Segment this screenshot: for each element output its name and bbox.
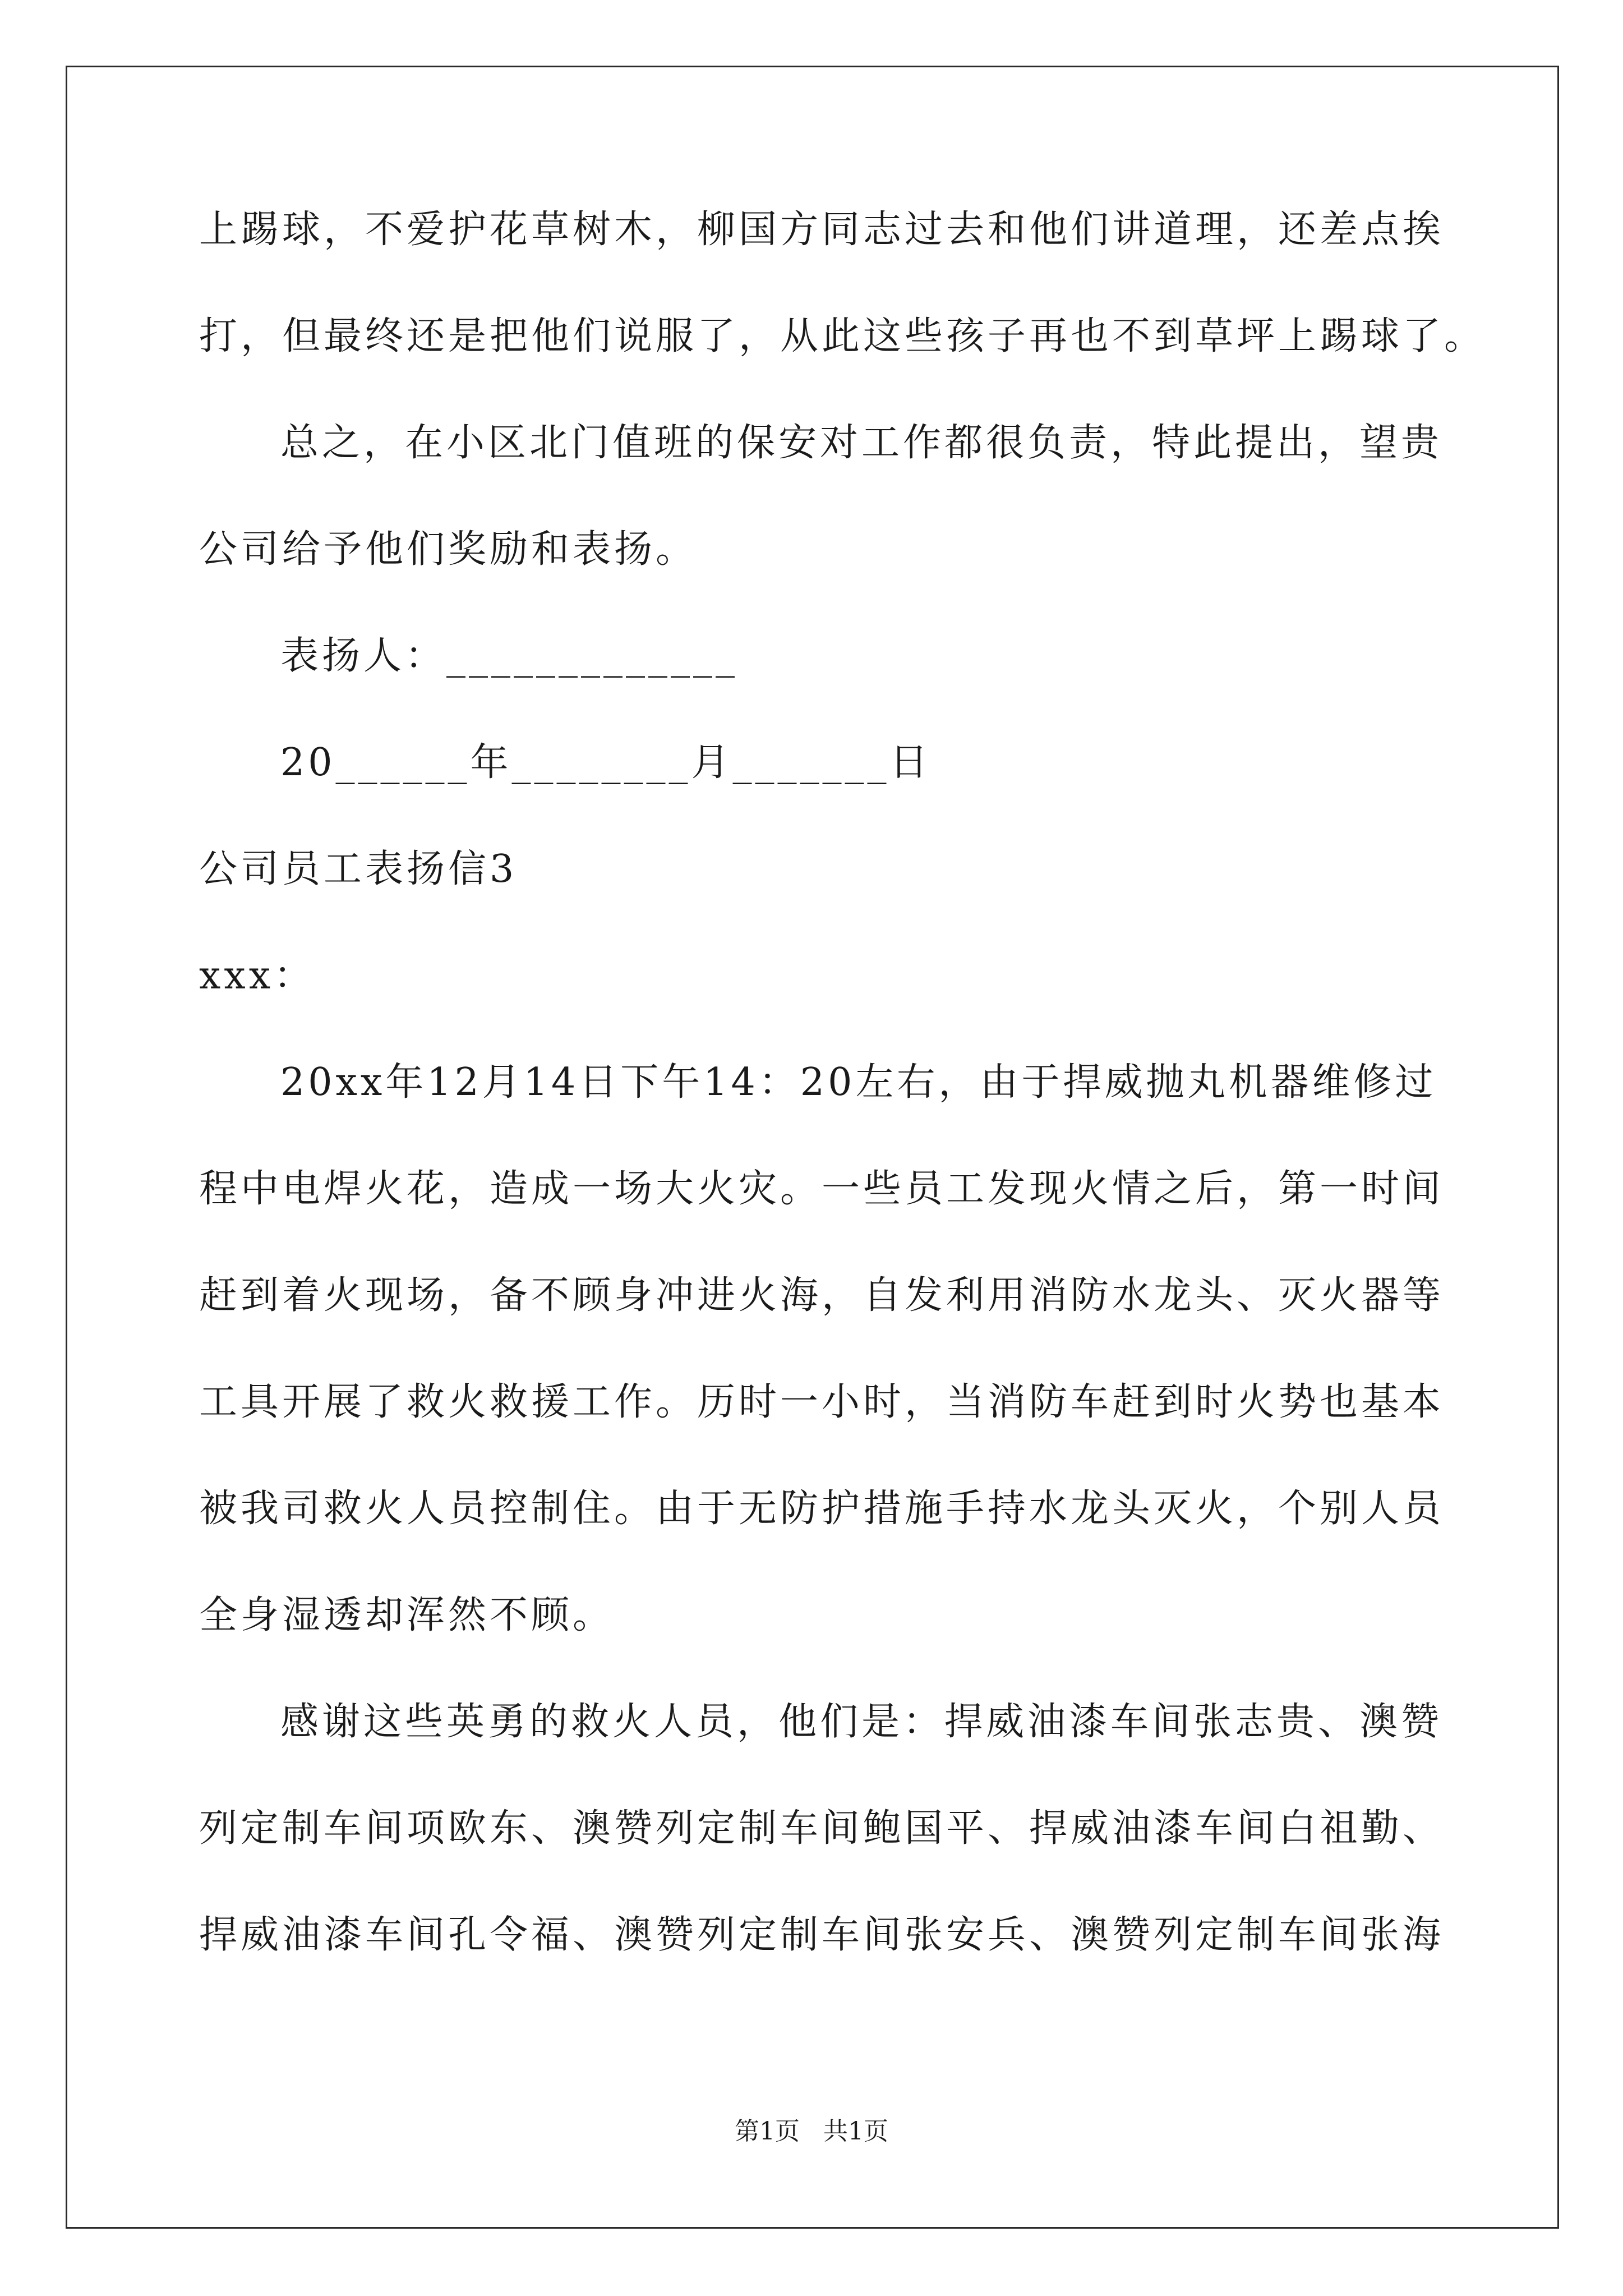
body-line-3: 总之，在小区北门值班的保安对工作都很负责，特此提出，望贵 [280, 421, 1443, 465]
body-line-14: 全身湿透却浑然不顾。 [199, 1593, 615, 1637]
signature-line: 表扬人：_____________ [280, 634, 739, 678]
page-footer: 第1页 共1页 [735, 2117, 888, 2146]
body-line-11: 赶到着火现场，备不顾身冲进火海，自发利用消防水龙头、灭火器等 [199, 1273, 1445, 1318]
document-body [199, 202, 1486, 2014]
body-line-17: 捍威油漆车间孔令福、澳赞列定制车间张安兵、澳赞列定制车间张海 [199, 1913, 1445, 1957]
body-line-12: 工具开展了救火救援工作。历时一小时，当消防车赶到时火势也基本 [199, 1380, 1445, 1424]
section-title: 公司员工表扬信3 [199, 847, 518, 891]
body-line-15: 感谢这些英勇的救火人员，他们是：捍威油漆车间张志贵、澳赞 [280, 1700, 1443, 1744]
date-line: 20______年________月_______日 [280, 740, 932, 785]
salutation: xxx： [199, 954, 316, 998]
body-line-1: 上踢球，不爱护花草树木，柳国方同志过去和他们讲道理，还差点挨 [199, 208, 1445, 252]
body-line-9: 20xx年12月14日下午14：20左右，由于捍威抛丸机器维修过 [280, 1060, 1437, 1105]
body-line-10: 程中电焊火花，造成一场大火灾。一些员工发现火情之后，第一时间 [199, 1167, 1445, 1211]
body-line-16: 列定制车间项欧东、澳赞列定制车间鲍国平、捍威油漆车间白祖勤、 [199, 1806, 1445, 1851]
body-line-4: 公司给予他们奖励和表扬。 [199, 527, 698, 572]
body-line-13: 被我司救火人员控制住。由于无防护措施手持水龙头灭火，个别人员 [199, 1487, 1445, 1531]
body-line-2: 打，但最终还是把他们说服了，从此这些孩子再也不到草坪上踢球了。 [199, 314, 1486, 358]
